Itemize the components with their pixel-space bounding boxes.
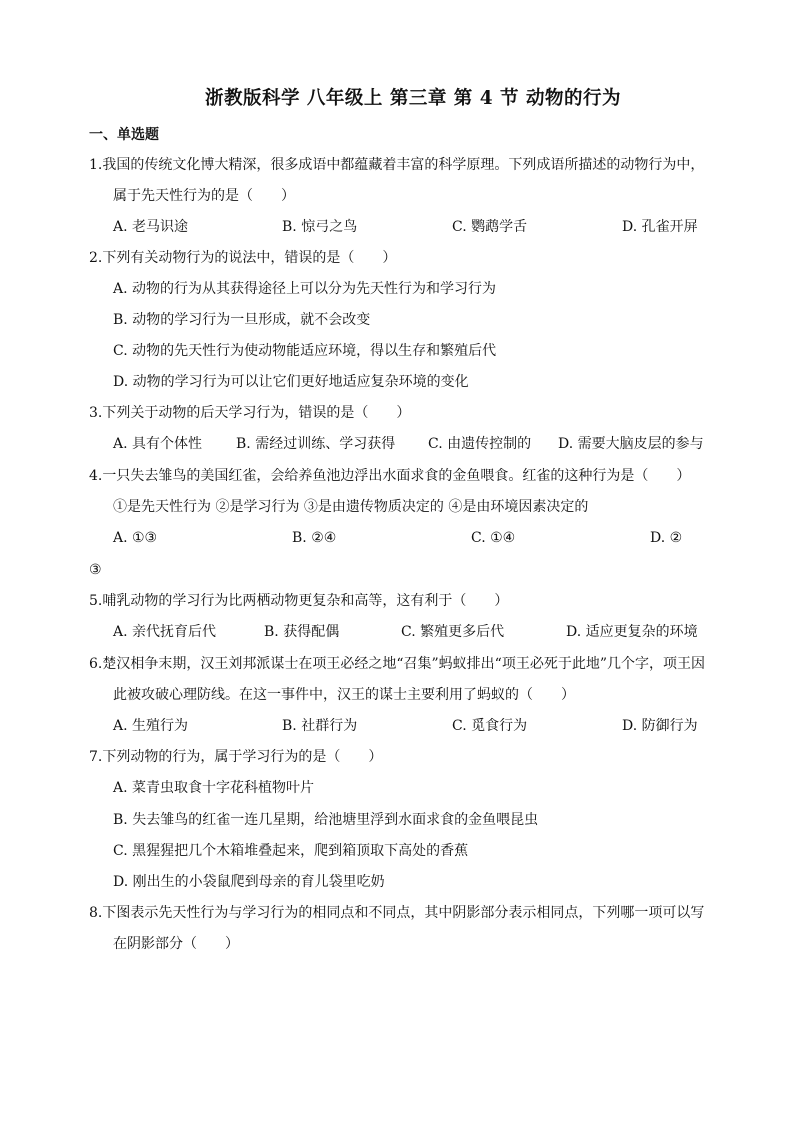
q7-option-b[interactable]: B. 失去雏鸟的红雀一连几星期，给池塘里浮到水面求食的金鱼喂昆虫 (113, 812, 539, 828)
q6-option-b[interactable]: B. 社群行为 (282, 718, 358, 734)
question-4-line-2: ①是先天性行为 ②是学习行为 ③是由遗传物质决定的 ④是由环境因素决定的 (113, 499, 589, 515)
q3-option-c[interactable]: C. 由遗传控制的 (428, 436, 532, 452)
q3-option-d[interactable]: D. 需要大脑皮层的参与 (558, 436, 704, 452)
question-3-line-1: 3.下列关于动物的后天学习行为，错误的是（ ） (89, 405, 411, 421)
q1-option-b[interactable]: B. 惊弓之鸟 (282, 219, 358, 235)
q1-option-d[interactable]: D. 孔雀开屏 (622, 219, 698, 235)
q5-option-b[interactable]: B. 获得配偶 (264, 624, 340, 640)
q4-option-c[interactable]: C. ①④ (471, 530, 516, 546)
q5-option-a[interactable]: A. 亲代抚育后代 (113, 624, 217, 640)
question-2-line-1: 2.下列有关动物行为的说法中，错误的是（ ） (89, 250, 397, 266)
question-8-line-2: 在阴影部分（ ） (113, 936, 239, 952)
question-6-line-1: 6.楚汉相争末期，汉王刘邦派谋士在项王必经之地“召集”蚂蚁排出“项王必死于此地”几个字，项王因 (89, 656, 705, 672)
question-8-line-1: 8.下图表示先天性行为与学习行为的相同点和不同点，其中阴影部分表示相同点，下列哪一项可以写 (89, 905, 705, 921)
q2-option-d[interactable]: D. 动物的学习行为可以让它们更好地适应复杂环境的变化 (113, 374, 469, 390)
q7-option-a[interactable]: A. 菜青虫取食十字花科植物叶片 (113, 780, 315, 796)
q4-option-d[interactable]: D. ② (650, 530, 683, 546)
question-4-line-1: 4.一只失去雏鸟的美国红雀，会给养鱼池边浮出水面求食的金鱼喂食。红雀的这种行为是（ ） (89, 468, 691, 484)
q3-option-a[interactable]: A. 具有个体性 (113, 436, 203, 452)
q7-option-c[interactable]: C. 黑猩猩把几个木箱堆叠起来，爬到箱顶取下高处的香蕉 (113, 843, 469, 859)
q6-option-c[interactable]: C. 觅食行为 (452, 718, 528, 734)
q2-option-a[interactable]: A. 动物的行为从其获得途径上可以分为先天性行为和学习行为 (113, 281, 497, 297)
q6-option-a[interactable]: A. 生殖行为 (113, 718, 189, 734)
question-1-line-2: 属于先天性行为的是（ ） (113, 188, 295, 204)
q6-option-d[interactable]: D. 防御行为 (622, 718, 698, 734)
q2-option-b[interactable]: B. 动物的学习行为一旦形成，就不会改变 (113, 312, 371, 328)
q2-option-c[interactable]: C. 动物的先天性行为使动物能适应环境，得以生存和繁殖后代 (113, 343, 497, 359)
question-7-line-1: 7.下列动物的行为，属于学习行为的是（ ） (89, 749, 383, 765)
page-title: 浙教版科学 八年级上 第三章 第 4 节 动物的行为 (204, 88, 622, 109)
q3-option-b[interactable]: B. 需经过训练、学习获得 (236, 436, 396, 452)
section-heading: 一、单选题 (89, 127, 159, 143)
q5-option-d[interactable]: D. 适应更复杂的环境 (566, 624, 698, 640)
q5-option-c[interactable]: C. 繁殖更多后代 (401, 624, 505, 640)
question-6-line-2: 此被攻破心理防线。在这一事件中，汉王的谋士主要利用了蚂蚁的（ ） (113, 687, 575, 703)
q4-option-b[interactable]: B. ②④ (292, 530, 337, 546)
q7-option-d[interactable]: D. 刚出生的小袋鼠爬到母亲的育儿袋里吃奶 (113, 874, 385, 890)
q4-option-a[interactable]: A. ①③ (113, 530, 158, 546)
question-1-line-1: 1.我国的传统文化博大精深，很多成语中都蕴藏着丰富的科学原理。下列成语所描述的动物行为中， (89, 157, 705, 173)
q4-option-d-wrap: ③ (89, 562, 102, 578)
q1-option-c[interactable]: C. 鹦鹉学舌 (452, 219, 528, 235)
question-5-line-1: 5.哺乳动物的学习行为比两栖动物更复杂和高等，这有利于（ ） (89, 593, 509, 609)
q1-option-a[interactable]: A. 老马识途 (113, 219, 189, 235)
